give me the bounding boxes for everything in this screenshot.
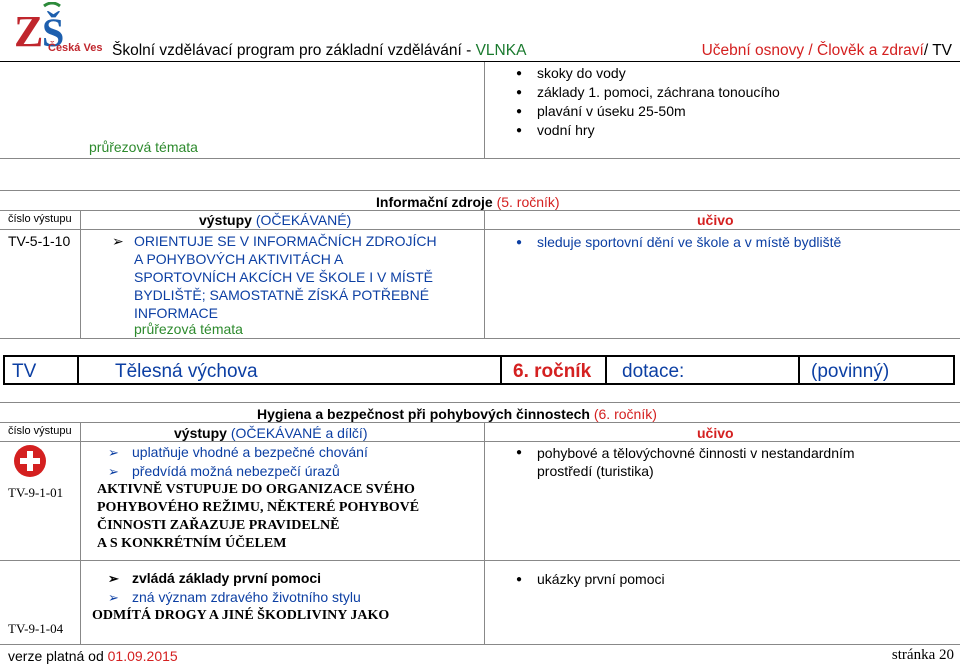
table-border	[0, 190, 960, 191]
list-item: ● plavání v úseku 25-50m	[513, 102, 780, 121]
arrow-icon: ➢	[112, 233, 124, 249]
list-item: ➢ předvídá možná nebezpečí úrazů	[108, 462, 368, 481]
bar-divider	[500, 357, 502, 383]
bar-divider	[605, 357, 607, 383]
cross-topics-label: průřezová témata	[89, 139, 198, 155]
list-item: ● sleduje sportovní dění ve škole a v místě bydliště	[513, 233, 841, 252]
program-title: Školní vzdělávací program pro základní vzdělávání - VLNKA	[112, 42, 527, 59]
list-item: ● ukázky první pomoci	[513, 570, 665, 589]
list-item: ➢ uplatňuje vhodné a bezpečné chování	[108, 443, 368, 462]
main-output-text: AKTIVNĚ VSTUPUJE DO ORGANIZACE SVÉHO POHYBOVÉHO REŽIMU, NĚKTERÉ POHYBOVÉ ČINNOSTI ZAŘAZUJE PRAVIDELNĚ A S KONKRÉTNÍM ÚČELEM	[97, 482, 420, 551]
subject-bar	[3, 355, 955, 385]
safety-table-title: Hygiena a bezpečnost při pohybových činnostech (6. ročník)	[257, 406, 657, 422]
table-border	[0, 229, 960, 230]
output-code: TV-9-1-01	[8, 485, 64, 500]
list-item: ➢ zná význam zdravého životního stylu	[108, 588, 361, 607]
table-border	[0, 441, 960, 442]
info-curriculum-list	[513, 233, 841, 252]
top-curriculum-list	[513, 64, 780, 140]
table-divider	[80, 422, 81, 644]
column-header-number: číslo výstupu	[8, 425, 72, 437]
column-header-outputs: výstupy (OČEKÁVANÉ a dílčí)	[174, 425, 368, 441]
sub-outputs-list	[108, 443, 368, 481]
svg-text:Z: Z	[14, 7, 44, 56]
school-logo	[14, 2, 106, 58]
info-table-title: Informační zdroje (5. ročník)	[376, 194, 560, 210]
output-code: TV-9-1-04	[8, 621, 64, 636]
curriculum-text: ● pohybové a tělovýchovné činnosti v nestandardním prostředí (turistika)	[516, 445, 855, 479]
svg-text:Š: Š	[42, 10, 65, 55]
section-breadcrumb: Učební osnovy / Člověk a zdraví/ TV	[701, 42, 952, 59]
table-border	[0, 422, 960, 423]
table-divider	[484, 62, 485, 158]
list-item: ● základy 1. pomoci, záchrana tonoucího	[513, 83, 780, 102]
table-border	[0, 338, 960, 339]
list-item: ➢ zvládá základy první pomoci	[108, 569, 361, 588]
grade-label: 6. ročník	[513, 361, 592, 382]
curriculum-list	[513, 570, 665, 589]
main-output-text: ODMÍTÁ DROGY A JINÉ ŠKODLIVINY JAKO	[92, 608, 390, 623]
table-divider	[0, 158, 960, 159]
subject-name: Tělesná výchova	[115, 361, 258, 382]
table-border	[0, 402, 960, 403]
dotace-label: dotace:	[622, 361, 685, 382]
column-header-curriculum: učivo	[697, 212, 734, 228]
column-header-number: číslo výstupu	[8, 213, 72, 225]
column-header-curriculum: učivo	[697, 425, 734, 441]
bar-divider	[798, 357, 800, 383]
program-name: VLNKA	[475, 42, 527, 59]
column-header-outputs: výstupy (OČEKÁVANÉ)	[199, 212, 352, 228]
sub-outputs-list	[108, 569, 361, 607]
first-aid-cross-icon	[14, 445, 46, 477]
subject-code: TV	[12, 361, 37, 382]
cross-topics-label: průřezová témata	[134, 321, 243, 337]
bullet-icon: ●	[516, 447, 523, 458]
logo-text: Česká Ves	[48, 42, 103, 54]
version-text: verze platná od 01.09.2015	[8, 648, 178, 664]
output-code: TV-5-1-10	[8, 233, 71, 249]
header-divider	[0, 61, 960, 62]
bar-divider	[77, 357, 79, 383]
page-number: stránka 20	[891, 647, 954, 663]
list-item: ● skoky do vody	[513, 64, 780, 83]
table-border	[0, 644, 960, 645]
table-border	[0, 560, 960, 561]
list-item: ● vodní hry	[513, 121, 780, 140]
table-divider	[80, 210, 81, 338]
table-border	[0, 210, 960, 211]
output-text: ORIENTUJE SE V INFORMAČNÍCH ZDROJÍCH A POHYBOVÝCH AKTIVITÁCH A SPORTOVNÍCH AKCÍCH VE ŠKOLE I V MÍSTĚ BYDLIŠTĚ; SAMOSTATNĚ ZÍSKÁ POTŘEBNÉ INFORMACE	[134, 233, 437, 321]
table-divider	[484, 210, 485, 338]
dotace-value: (povinný)	[811, 361, 890, 382]
table-divider	[484, 422, 485, 644]
